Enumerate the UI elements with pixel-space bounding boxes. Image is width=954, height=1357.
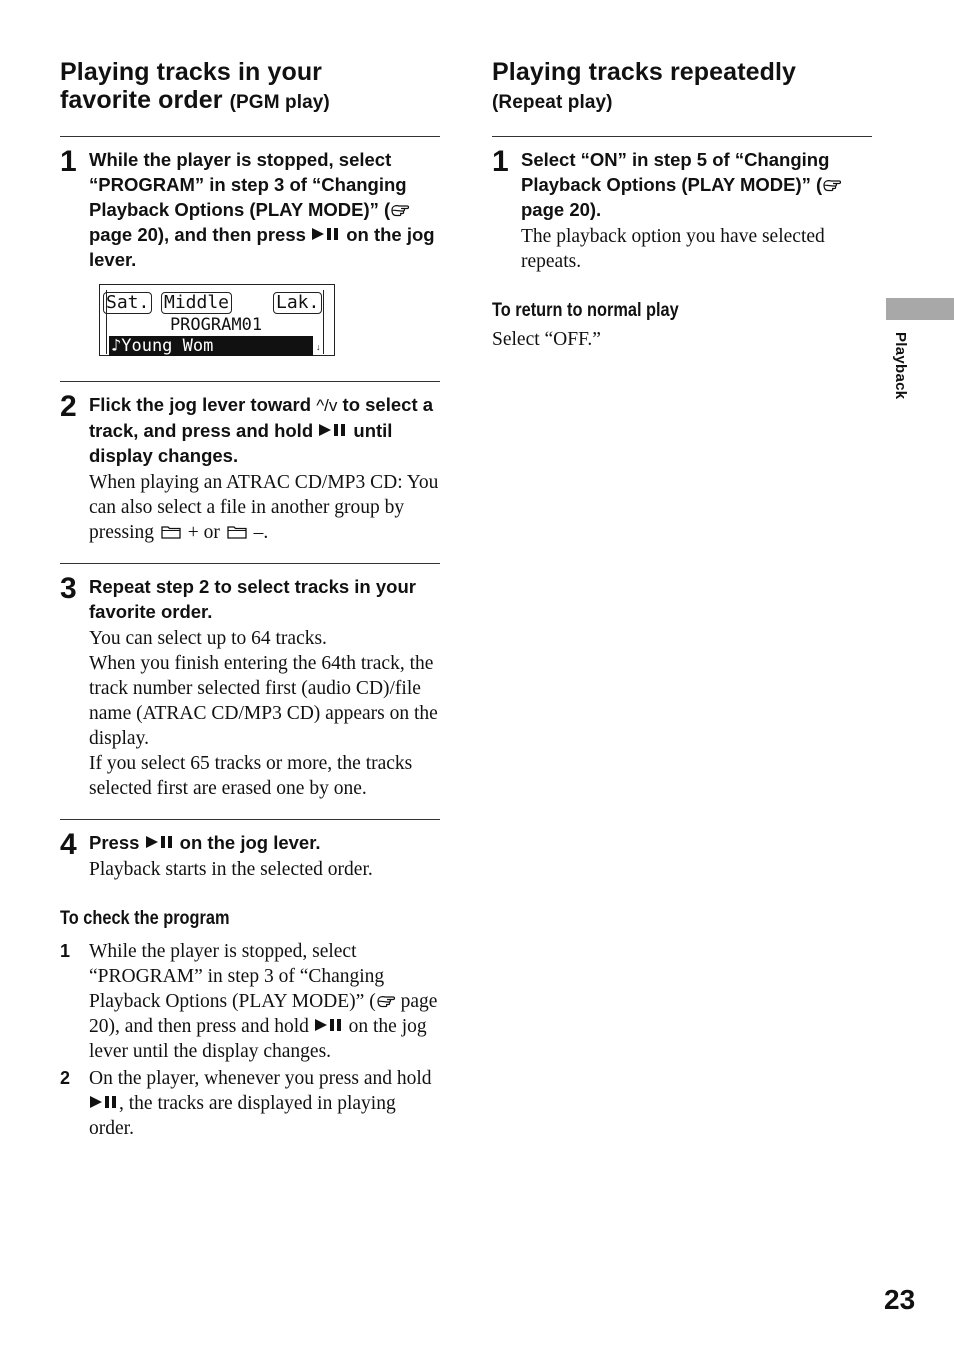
lcd-program: PROGRAM01 [169,315,263,335]
lcd-scroll-mark: ↓ [316,342,321,352]
lcd-display [99,284,335,356]
play-pause-icon [145,835,175,849]
folder-icon [161,525,181,539]
page-number: 23 [884,1284,916,1315]
lcd-tab-lak: Lak. [273,292,322,314]
step-number: 4 [60,828,77,861]
check-program-heading: To check the program [60,908,230,929]
side-tab-label: Playback [892,332,909,400]
step-number: 1 [60,145,77,178]
divider [60,563,440,564]
step-text: When playing an ATRAC CD/MP3 CD: You can also select a file in another group by pressing + or –. [89,472,439,543]
pointing-hand-icon [390,203,410,217]
step-text: The playback option you have selected repeats. [521,226,825,272]
title-line1: Playing tracks in your [60,58,323,86]
step-text: Playback starts in the selected order. [89,859,373,880]
step-text: You can select up to 64 tracks. When you finish entering the 64th track, the track number selected first (audio CD)/file name (ATRAC CD/MP3 CD) appears on the display. If you select 65 tracks or more, the tracks selected first are erased one by one. [89,628,438,799]
divider [60,381,440,382]
title-sub: (PGM play) [229,92,330,113]
lcd-track: ♪Young Wom [109,336,313,356]
section-title-repeat [492,58,882,117]
title-main: Playing tracks repeatedly [492,58,797,86]
play-pause-icon [318,423,348,437]
title-line2: favorite order [60,86,223,114]
divider [492,136,872,137]
step-number: 3 [60,572,77,605]
lcd-tab-sat: Sat. [103,292,152,314]
play-pause-icon [89,1095,119,1109]
play-pause-icon [314,1018,344,1032]
step-heading: Select “ON” in step 5 of “Changing Playback Options (PLAY MODE)” ( page 20). [521,147,876,222]
return-normal-heading: To return to normal play [492,300,679,321]
pointing-hand-icon [822,178,842,192]
section-title-pgm [60,58,450,117]
return-normal-text: Select “OFF.” [492,329,601,350]
play-pause-icon [311,227,341,241]
side-tab-bar [886,298,954,320]
step-heading: Repeat step 2 to select tracks in your favorite order. [89,576,416,622]
step-number: 1 [492,145,509,178]
title-sub: (Repeat play) [492,92,613,113]
pointing-hand-icon [376,994,396,1008]
lcd-tab-middle: Middle [161,292,232,314]
folder-icon [227,525,247,539]
step-heading: Flick the jog lever toward ^/v to select a track, and press and hold until display changes. [89,394,434,466]
divider [60,136,440,137]
step-number: 2 [60,390,77,423]
step-heading: Press on the jog lever. [89,832,321,853]
divider [60,819,440,820]
step-heading: While the player is stopped, select “PROGRAM” in step 3 of “Changing Playback Options (PLAY MODE)” ( page 20), and then press on the jog lever. [89,149,435,270]
